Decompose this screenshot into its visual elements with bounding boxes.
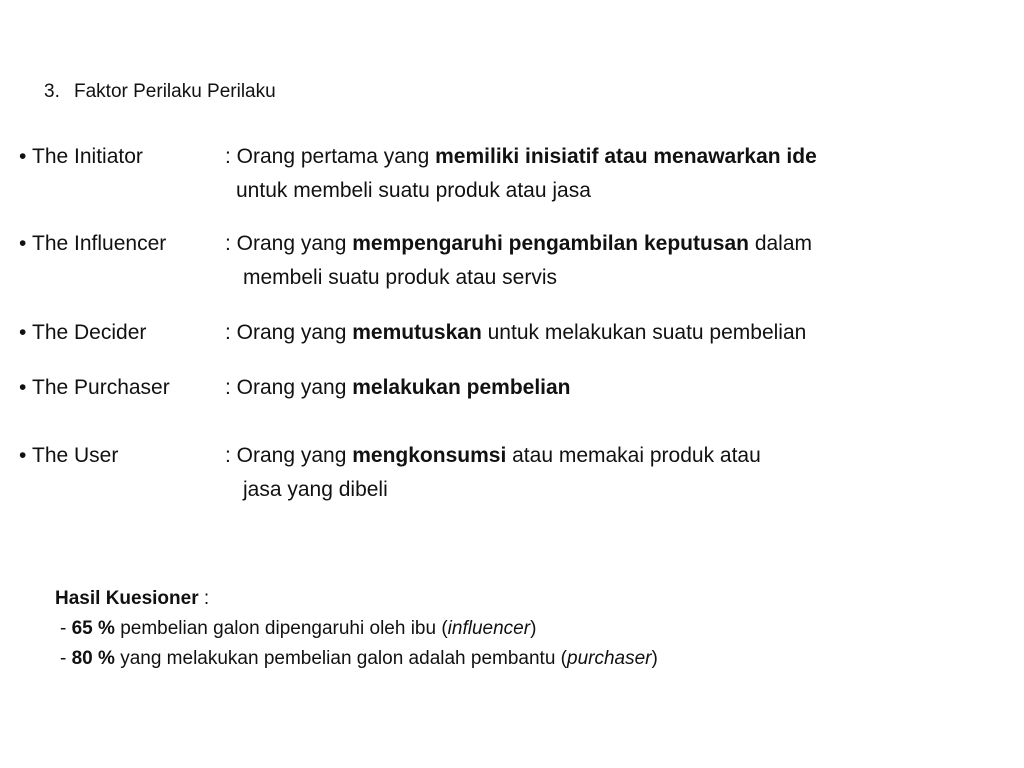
desc-text: dalam xyxy=(748,232,813,255)
role-description xyxy=(225,371,571,405)
role-description xyxy=(225,140,817,208)
desc-bold: melakukan pembelian xyxy=(352,376,571,399)
result-role: purchaser xyxy=(567,648,652,669)
results-title-suffix: : xyxy=(198,588,210,609)
desc-text: : Orang yang xyxy=(225,321,353,344)
role-name: The Initiator xyxy=(32,145,143,168)
desc-continuation: membeli suatu produk atau servis xyxy=(243,266,557,289)
results-title-line xyxy=(55,584,658,614)
section-heading xyxy=(44,80,276,104)
role-description xyxy=(225,227,812,295)
bullet-icon: • xyxy=(19,444,27,467)
result-item xyxy=(55,644,658,674)
result-text: pembelian galon dipengaruhi oleh ibu ( xyxy=(114,618,448,639)
result-item xyxy=(55,614,658,644)
role-name: The Purchaser xyxy=(32,376,170,399)
result-percent: 80 % xyxy=(71,648,115,669)
result-role: influencer xyxy=(447,618,531,639)
role-description xyxy=(225,439,761,507)
role-description xyxy=(225,316,806,350)
section-title: Faktor Perilaku Perilaku xyxy=(74,81,276,102)
bullet-icon: • xyxy=(19,232,27,255)
bullet-icon: • xyxy=(19,145,27,168)
bullet-icon: • xyxy=(19,376,27,399)
result-text: yang melakukan pembelian galon adalah pembantu ( xyxy=(114,648,568,669)
result-close: ) xyxy=(530,618,537,639)
role-name: The Influencer xyxy=(32,232,167,255)
result-dash: - xyxy=(60,648,72,669)
desc-bold: memutuskan xyxy=(352,321,482,344)
section-number: 3. xyxy=(44,81,60,102)
desc-text: : Orang pertama yang xyxy=(225,145,436,168)
desc-bold: memiliki inisiatif atau menawarkan ide xyxy=(435,145,817,168)
desc-text: atau memakai produk atau xyxy=(506,444,761,467)
desc-text: : Orang yang xyxy=(225,376,353,399)
result-percent: 65 % xyxy=(71,618,115,639)
role-name: The User xyxy=(32,444,119,467)
results-title: Hasil Kuesioner xyxy=(55,588,199,609)
questionnaire-results xyxy=(55,584,658,674)
desc-bold: mempengaruhi pengambilan keputusan xyxy=(352,232,749,255)
desc-text: : Orang yang xyxy=(225,444,353,467)
result-close: ) xyxy=(651,648,658,669)
bullet-icon: • xyxy=(19,321,27,344)
desc-continuation: jasa yang dibeli xyxy=(243,478,388,501)
role-name: The Decider xyxy=(32,321,147,344)
result-dash: - xyxy=(60,618,72,639)
desc-text: untuk melakukan suatu pembelian xyxy=(481,321,807,344)
desc-bold: mengkonsumsi xyxy=(352,444,507,467)
desc-text: : Orang yang xyxy=(225,232,353,255)
desc-continuation: untuk membeli suatu produk atau jasa xyxy=(236,179,591,202)
